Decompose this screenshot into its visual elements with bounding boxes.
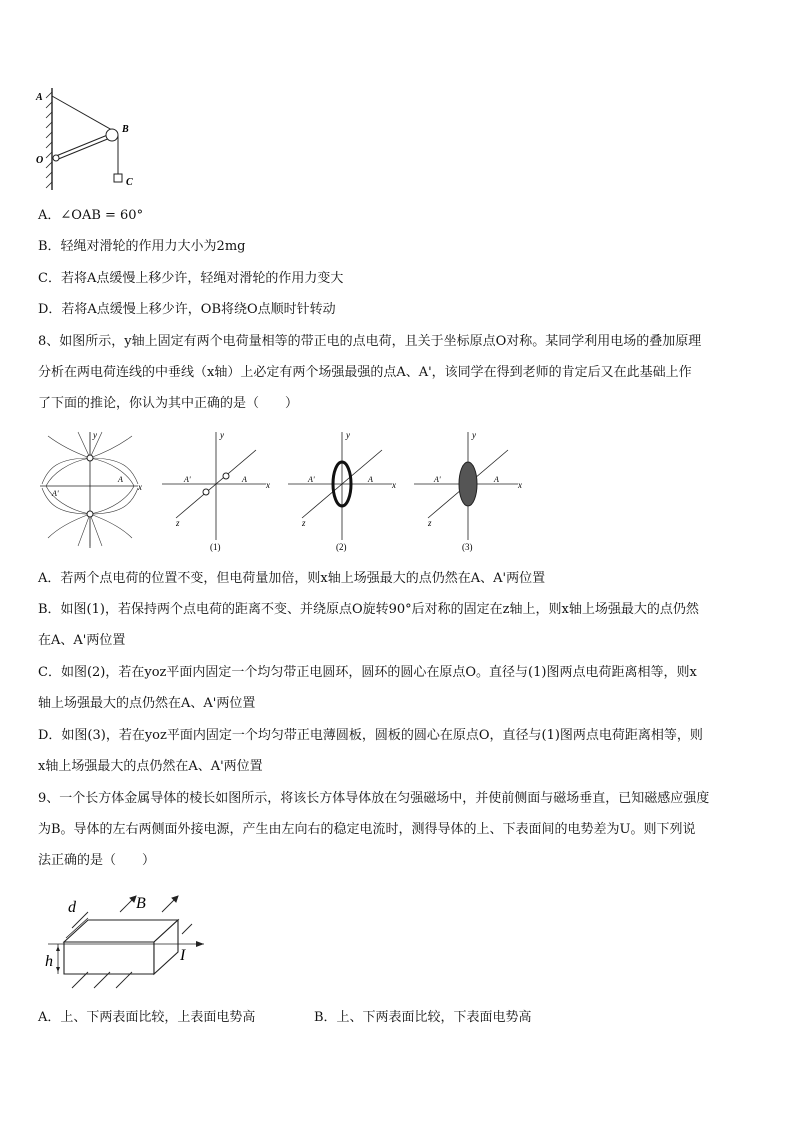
svg-text:x: x: [138, 482, 142, 492]
q7-option-b: B．轻绳对滑轮的作用力大小为2mg: [38, 239, 246, 254]
figure-1: [162, 430, 270, 552]
rod-ob-edge: [56, 138, 110, 160]
svg-text:x: x: [392, 480, 396, 490]
q8-option-d-line-2: x轴上场强最大的点仍然在A、A'两位置: [38, 759, 263, 774]
caption-3: (3): [462, 542, 473, 552]
label-i: I: [180, 947, 186, 964]
label-d: d: [68, 899, 76, 916]
figure-3: [414, 430, 522, 552]
wall: [46, 88, 52, 190]
q8-stem-line-2: 分析在两电荷连线的中垂线（x轴）上必定有两个场强最强的点A、A'，该同学在得到老师的肯定后又在此基础上作: [38, 365, 692, 380]
q8-option-d-line-1: D．如图(3)，若在yoz平面内固定一个均匀带正电薄圆板，圆板的圆心在原点O，直径与(1)图两点电荷距离相等，则: [38, 728, 703, 743]
charged-disk: [459, 462, 477, 506]
q7-option-c: C．若将A点缓慢上移少许，轻绳对滑轮的作用力变大: [38, 271, 344, 286]
svg-text:z: z: [428, 518, 432, 528]
q8-option-c-line-1: C．如图(2)，若在yoz平面内固定一个均匀带正电圆环，圆环的圆心在原点O。直径与(1)图两点电荷距离相等，则x: [38, 665, 697, 680]
svg-text:A: A: [494, 475, 499, 484]
rope-ab: [52, 96, 112, 130]
svg-text:y: y: [472, 430, 476, 440]
label-o: O: [36, 155, 44, 166]
label-a: A: [36, 92, 43, 103]
svg-text:A': A': [184, 475, 191, 484]
q9-option-b: B．上、下两表面比较，下表面电势高: [314, 1010, 532, 1025]
svg-text:A: A: [118, 475, 123, 484]
q8-figures: [38, 428, 538, 554]
q8-option-c-line-2: 轴上场强最大的点仍然在A、A'两位置: [38, 696, 256, 711]
caption-1: (1): [210, 542, 221, 552]
conductor-block: [64, 920, 178, 974]
svg-text:A': A': [434, 475, 441, 484]
q7-option-d: D．若将A点缓慢上移少许，OB将绕O点顺时针转动: [38, 302, 336, 317]
svg-text:A': A': [308, 475, 315, 484]
svg-text:A: A: [242, 475, 247, 484]
q8-stem-line-1: 8、如图所示，y轴上固定有两个电荷量相等的带正电的点电荷，且关于坐标原点O对称。某同学利用电场的叠加原理: [38, 334, 702, 349]
caption-2: (2): [336, 542, 347, 552]
rod-ob: [56, 134, 110, 156]
q8-option-b-line-2: 在A、A'两位置: [38, 633, 126, 648]
svg-text:y: y: [220, 430, 224, 440]
q9-figure: [44, 888, 214, 990]
svg-text:A': A': [52, 489, 59, 498]
svg-text:y: y: [93, 430, 97, 440]
q9-stem-line-1: 9、一个长方体金属导体的棱长如图所示，将该长方体导体放在匀强磁场中，并使前侧面与磁场垂直，已知磁感应强度: [38, 791, 710, 806]
q8-option-a: A．若两个点电荷的位置不变，但电荷量加倍，则x轴上场强最大的点仍然在A、A'两位置: [38, 571, 546, 586]
q9-stem-line-2: 为B。导体的左右两侧面外接电源，产生由左向右的稳定电流时，测得导体的上、下表面间的电势差为U。则下列说: [38, 822, 696, 837]
hinge-o: [53, 155, 59, 161]
label-h: h: [45, 953, 53, 970]
svg-text:z: z: [176, 518, 180, 528]
q9-option-a: A．上、下两表面比较，上表面电势高: [38, 1010, 256, 1025]
svg-text:x: x: [518, 480, 522, 490]
figure-2: [288, 430, 396, 552]
q7-figure: [34, 86, 144, 194]
q8-option-b-line-1: B．如图(1)，若保持两个点电荷的距离不变、并绕原点O旋转90°后对称的固定在z轴上，则x轴上场强最大的点仍然: [38, 602, 699, 617]
field-lines-figure: [40, 430, 142, 548]
q9-stem-line-3: 法正确的是（ ）: [38, 853, 156, 868]
svg-text:y: y: [346, 430, 350, 440]
svg-text:A: A: [368, 475, 373, 484]
label-b: B: [122, 124, 129, 135]
svg-text:x: x: [266, 480, 270, 490]
q7-option-a: A．∠OAB = 60°: [38, 208, 144, 223]
pulley: [106, 129, 118, 141]
q8-stem-line-3: 了下面的推论，你认为其中正确的是（ ）: [38, 396, 299, 411]
label-b-field: B: [136, 895, 146, 912]
label-c: C: [126, 177, 133, 188]
weight-c: [114, 174, 122, 182]
svg-text:z: z: [302, 518, 306, 528]
